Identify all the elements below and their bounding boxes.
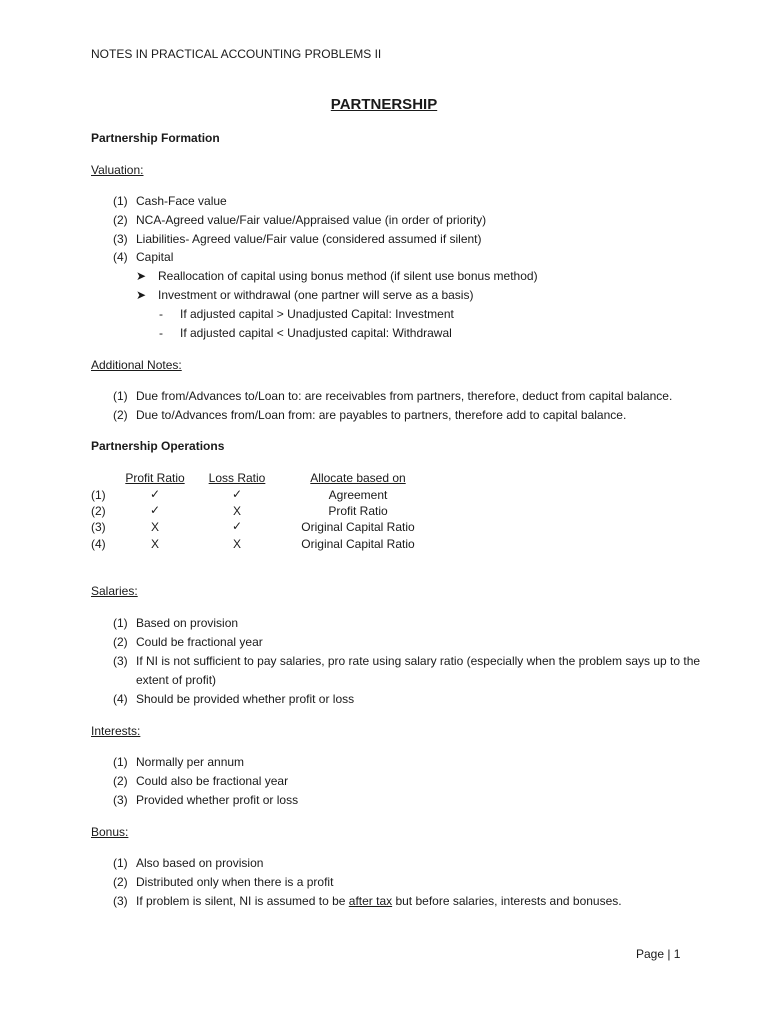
section-heading-formation: Partnership Formation bbox=[91, 131, 220, 145]
salaries-item-num: (1) bbox=[113, 616, 128, 630]
capital-bullet-text: Reallocation of capital using bonus method (if silent use bonus method) bbox=[158, 269, 538, 283]
interests-label: Interests: bbox=[91, 724, 141, 738]
arrow-bullet-icon: ➤ bbox=[136, 288, 147, 302]
table-cell-basis: Agreement bbox=[328, 488, 388, 502]
salaries-item-text: Should be provided whether profit or loss bbox=[136, 692, 355, 706]
table-cell-loss: ✓ bbox=[231, 487, 243, 501]
bonus-item-text bbox=[136, 894, 622, 908]
table-cell-profit: X bbox=[150, 537, 159, 551]
additional-item-text: Due from/Advances to/Loan to: are receivables from partners, therefore, deduct from capital balance. bbox=[136, 389, 673, 403]
valuation-item-text: NCA-Agreed value/Fair value/Appraised value (in order of priority) bbox=[136, 213, 487, 227]
valuation-item-num: (3) bbox=[113, 232, 128, 246]
dash-bullet-icon: - bbox=[159, 326, 163, 340]
interests-item-text: Normally per annum bbox=[136, 755, 245, 769]
valuation-label: Valuation: bbox=[91, 163, 144, 177]
salaries-item-text: If NI is not sufficient to pay salaries, pro rate using salary ratio (especially when the problem says up to the bbox=[136, 654, 701, 668]
dash-bullet-icon: - bbox=[159, 307, 163, 321]
salaries-item-text: Could be fractional year bbox=[136, 635, 263, 649]
section-heading-operations: Partnership Operations bbox=[91, 439, 225, 453]
table-cell-loss: X bbox=[232, 504, 241, 518]
additional-notes-label: Additional Notes: bbox=[91, 358, 182, 372]
table-cell-profit: ✓ bbox=[149, 503, 161, 517]
bonus-item-num: (2) bbox=[113, 875, 128, 889]
salaries-item-text-continued: extent of profit) bbox=[136, 673, 217, 687]
table-row-num: (1) bbox=[91, 488, 106, 502]
valuation-item-num: (2) bbox=[113, 213, 128, 227]
interests-item-text: Could also be fractional year bbox=[136, 774, 289, 788]
interests-item-text: Provided whether profit or loss bbox=[136, 793, 299, 807]
page-title: PARTNERSHIP bbox=[330, 96, 438, 113]
capital-bullet-text: Investment or withdrawal (one partner will serve as a basis) bbox=[158, 288, 474, 302]
dash-item-text: If adjusted capital > Unadjusted Capital: Investment bbox=[180, 307, 454, 321]
table-header-loss-ratio: Loss Ratio bbox=[208, 471, 266, 485]
table-cell-loss: X bbox=[232, 537, 241, 551]
table-header-profit-ratio: Profit Ratio bbox=[125, 471, 185, 485]
page-number: Page | 1 bbox=[636, 947, 681, 961]
bonus-item-num: (1) bbox=[113, 856, 128, 870]
interests-item-num: (2) bbox=[113, 774, 128, 788]
salaries-item-num: (3) bbox=[113, 654, 128, 668]
additional-item-num: (1) bbox=[113, 389, 128, 403]
table-cell-basis: Original Capital Ratio bbox=[301, 520, 415, 534]
interests-item-num: (3) bbox=[113, 793, 128, 807]
additional-item-num: (2) bbox=[113, 408, 128, 422]
bonus-item-num: (3) bbox=[113, 894, 128, 908]
arrow-bullet-icon: ➤ bbox=[136, 269, 147, 283]
bonus-item-text-post: but before salaries, interests and bonuses. bbox=[392, 894, 622, 908]
valuation-item-text: Capital bbox=[136, 250, 174, 264]
additional-item-text: Due to/Advances from/Loan from: are payables to partners, therefore add to capital balance. bbox=[136, 408, 627, 422]
salaries-item-text: Based on provision bbox=[136, 616, 239, 630]
bonus-item-text: Distributed only when there is a profit bbox=[136, 875, 334, 889]
after-tax-emphasis: after tax bbox=[348, 894, 393, 908]
interests-item-num: (1) bbox=[113, 755, 128, 769]
salaries-item-num: (4) bbox=[113, 692, 128, 706]
document-header: NOTES IN PRACTICAL ACCOUNTING PROBLEMS II bbox=[91, 47, 382, 61]
salaries-item-num: (2) bbox=[113, 635, 128, 649]
valuation-item-num: (1) bbox=[113, 194, 128, 208]
salaries-label: Salaries: bbox=[91, 584, 138, 598]
table-cell-basis: Profit Ratio bbox=[328, 504, 388, 518]
table-cell-basis: Original Capital Ratio bbox=[301, 537, 415, 551]
bonus-item-text-pre: If problem is silent, NI is assumed to be bbox=[136, 894, 349, 908]
table-row-num: (4) bbox=[91, 537, 106, 551]
table-header-allocate-based-on: Allocate based on bbox=[310, 471, 406, 485]
bonus-item-text: Also based on provision bbox=[136, 856, 264, 870]
table-cell-profit: ✓ bbox=[149, 487, 161, 501]
table-cell-loss: ✓ bbox=[231, 519, 243, 533]
bonus-label: Bonus: bbox=[91, 825, 129, 839]
valuation-item-num: (4) bbox=[113, 250, 128, 264]
table-row-num: (3) bbox=[91, 520, 106, 534]
valuation-item-text: Cash-Face value bbox=[136, 194, 227, 208]
table-cell-profit: X bbox=[150, 520, 159, 534]
valuation-item-text: Liabilities- Agreed value/Fair value (considered assumed if silent) bbox=[136, 232, 482, 246]
table-row-num: (2) bbox=[91, 504, 106, 518]
dash-item-text: If adjusted capital < Unadjusted capital: Withdrawal bbox=[180, 326, 452, 340]
